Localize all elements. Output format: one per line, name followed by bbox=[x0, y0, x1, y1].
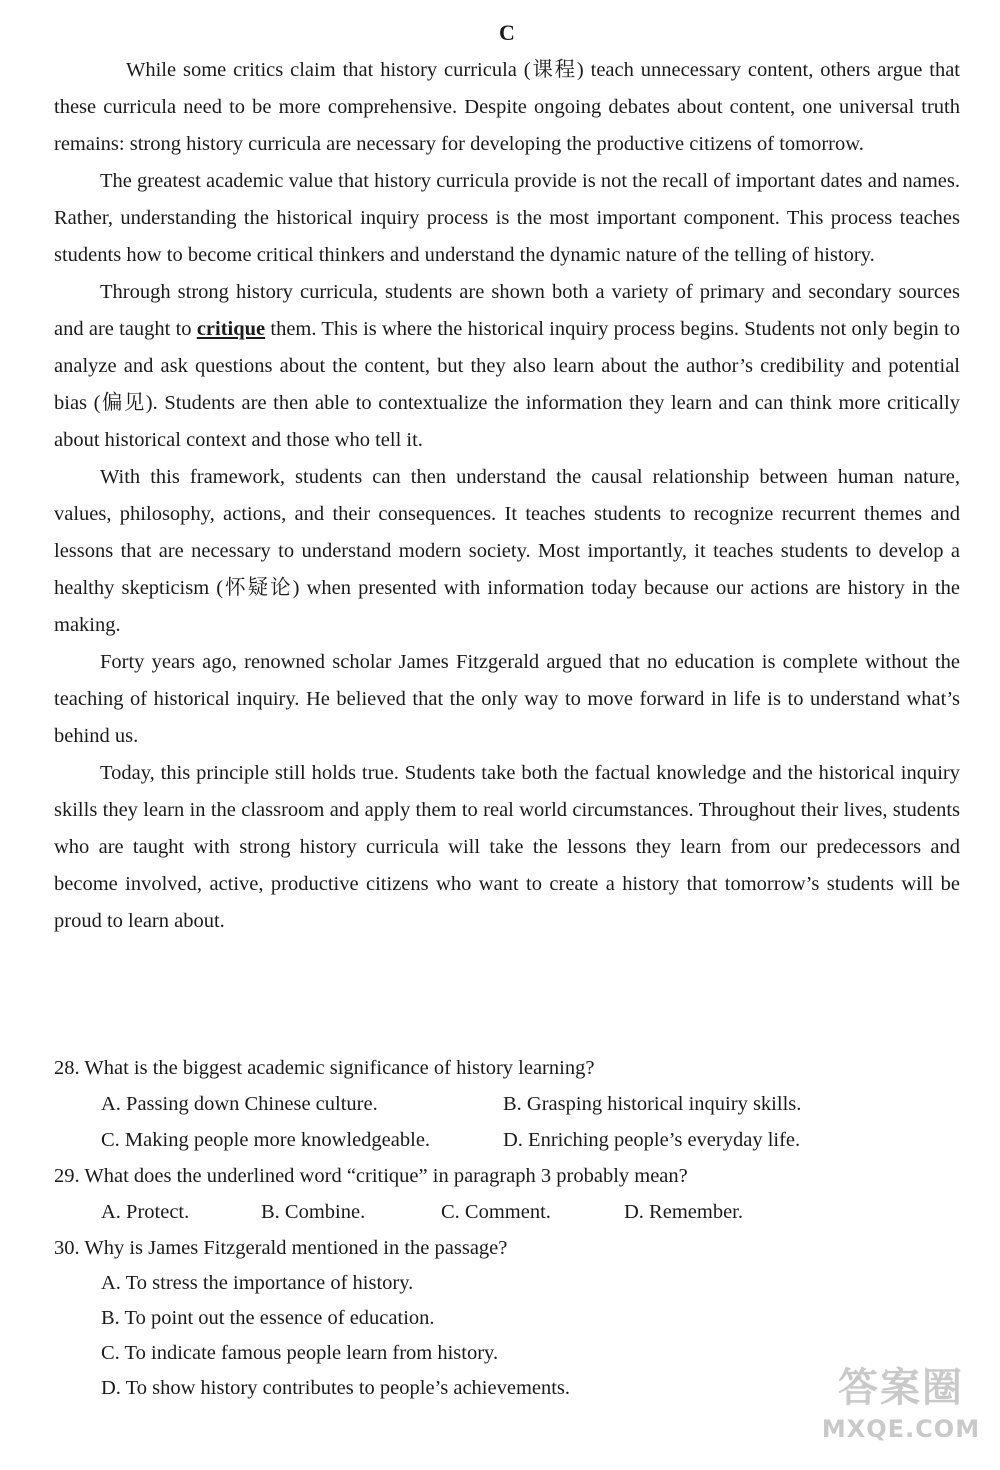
question-list bbox=[54, 1050, 960, 1406]
watermark-logo-text: 答案圈 bbox=[838, 1365, 964, 1411]
question-stem: 30. Why is James Fitzgerald mentioned in the passage? bbox=[54, 1237, 508, 1259]
paragraph-6: Today, this principle still holds true. Students take both the factual knowledge and the historical inquiry skills they learn in the classroom and apply them to real world circumstances. Throughout their lives, students who are taught with strong history curricula will take the lessons they learn from our predecessors and become involved, active, productive citizens who want to create a history that tomorrow’s students will be proud to learn about. bbox=[54, 762, 960, 932]
paragraph-1: While some critics claim that history curricula (课程) teach unnecessary content, others argue that these curricula need to be more comprehensive. Despite ongoing debates about content, one universal truth remains: strong history curricula are necessary for developing the productive citizens of tomorrow. bbox=[54, 59, 960, 155]
option-b[interactable]: B. Combine. bbox=[261, 1201, 366, 1223]
option-c[interactable]: C. Making people more knowledgeable. bbox=[101, 1129, 431, 1151]
option-d[interactable]: D. Enriching people’s everyday life. bbox=[503, 1129, 801, 1151]
underlined-word-critique: critique bbox=[196, 318, 266, 340]
paragraph-3: Through strong history curricula, students are shown both a variety of primary and secondary sources and are taught to critique them. This is where the historical inquiry process begins. Students not only begin to analyze and ask questions about the content, but they also learn about the author’s credibility and potential bias (偏见). Students are then able to contextualize the information they learn and can think more critically about historical context and those who tell it. bbox=[54, 281, 960, 451]
option-d[interactable]: D. Remember. bbox=[624, 1201, 743, 1223]
question-29 bbox=[54, 1158, 960, 1230]
option-c[interactable]: C. To indicate famous people learn from history. bbox=[101, 1342, 499, 1364]
option-b[interactable]: B. To point out the essence of education. bbox=[101, 1307, 435, 1329]
question-28 bbox=[54, 1050, 960, 1158]
question-stem: 29. What does the underlined word “critique” in paragraph 3 probably mean? bbox=[54, 1165, 688, 1187]
option-d[interactable]: D. To show history contributes to people’s achievements. bbox=[101, 1377, 571, 1399]
option-a[interactable]: A. Protect. bbox=[101, 1201, 190, 1223]
cut-off-header bbox=[420, 0, 570, 2]
watermark-url: MXQE.COM bbox=[821, 1415, 981, 1443]
section-label: C bbox=[499, 20, 515, 45]
site-watermark bbox=[816, 1362, 986, 1458]
paragraph-5: Forty years ago, renowned scholar James Fitzgerald argued that no education is complete without the teaching of historical inquiry. He believed that the only way to move forward in life is to understand what’s behind us. bbox=[54, 651, 960, 747]
paragraph-2: The greatest academic value that history curricula provide is not the recall of important dates and names. Rather, understanding the historical inquiry process is the most important component. This process teaches students how to become critical thinkers and understand the dynamic nature of the telling of history. bbox=[54, 170, 960, 266]
option-a[interactable]: A. To stress the importance of history. bbox=[101, 1272, 414, 1294]
paragraph-4: With this framework, students can then understand the causal relationship between human nature, values, philosophy, actions, and their consequences. It teaches students to recognize recurrent themes and lessons that are necessary to understand modern society. Most importantly, it teaches students to develop a healthy skepticism (怀疑论) when presented with information today because our actions are history in the making. bbox=[54, 466, 960, 636]
option-b[interactable]: B. Grasping historical inquiry skills. bbox=[503, 1093, 802, 1115]
option-c[interactable]: C. Comment. bbox=[441, 1201, 551, 1223]
question-stem: 28. What is the biggest academic significance of history learning? bbox=[54, 1057, 595, 1079]
reading-passage bbox=[54, 18, 960, 940]
option-a[interactable]: A. Passing down Chinese culture. bbox=[101, 1093, 378, 1115]
